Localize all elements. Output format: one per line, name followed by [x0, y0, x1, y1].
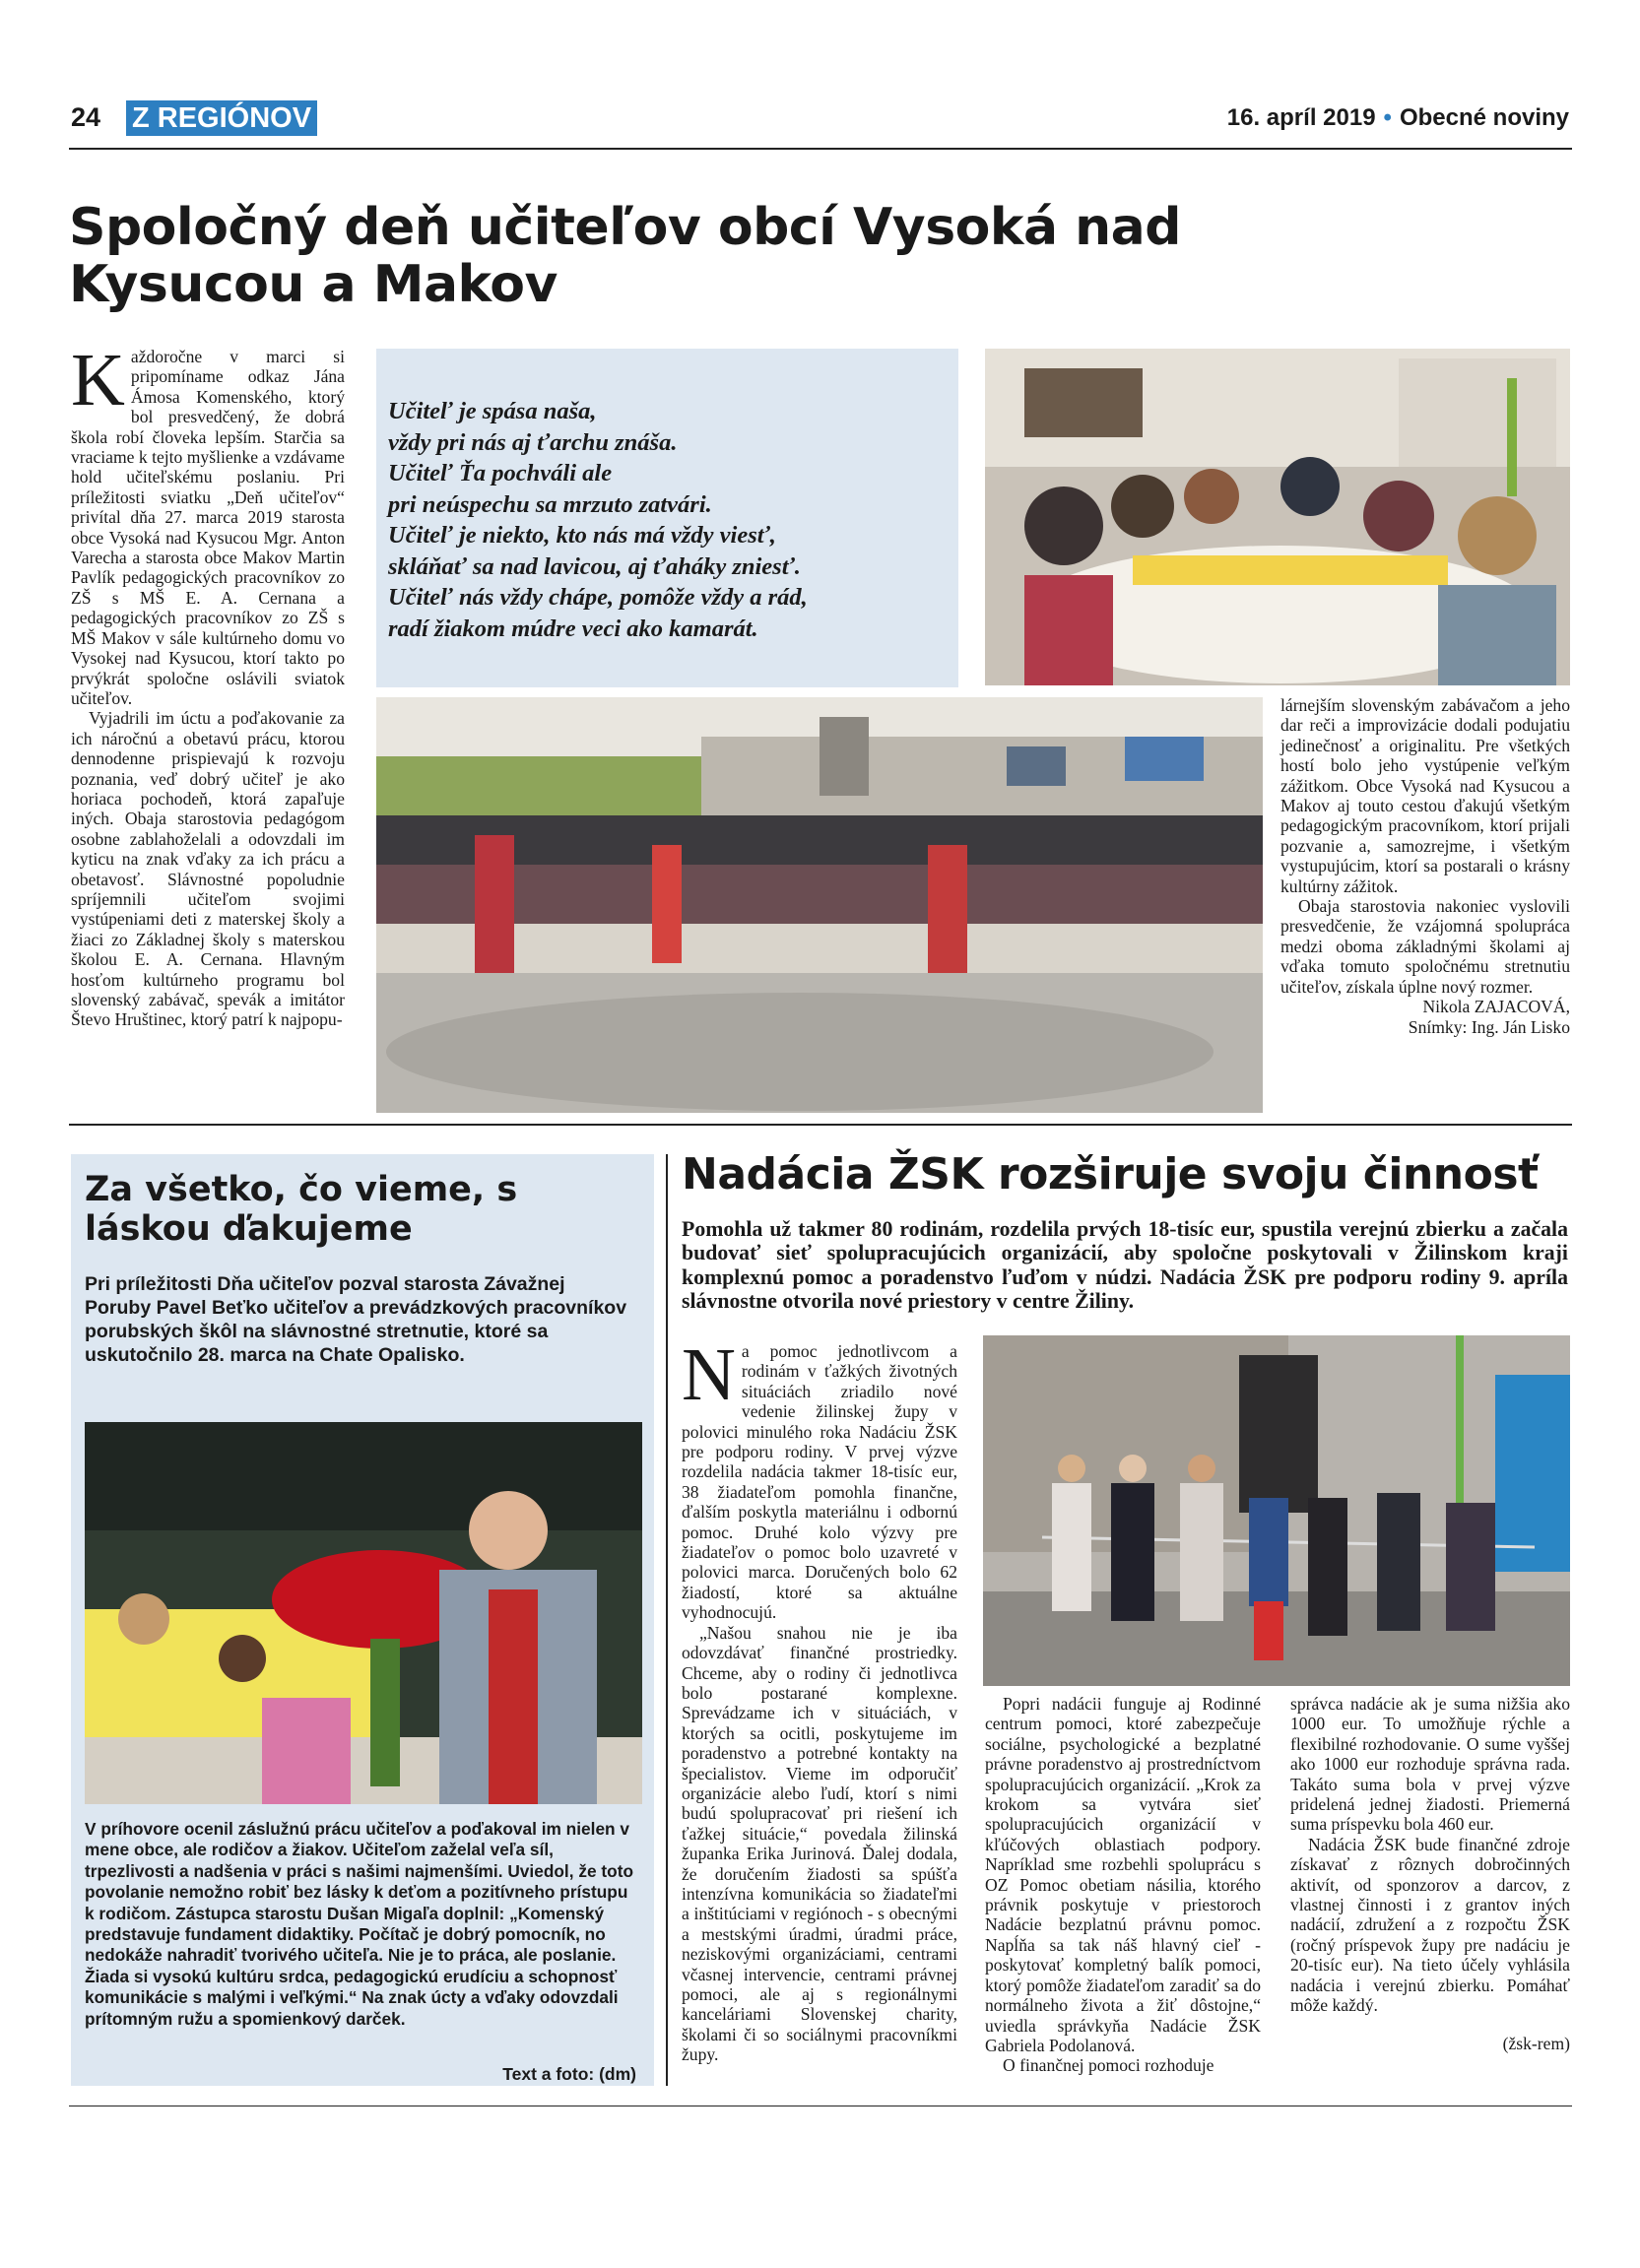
article2-credit: Text a foto: (dm): [502, 2064, 636, 2084]
column-divider: [666, 1154, 668, 2086]
article1-paragraph: Vyjadrili im úctu a poďakovanie za ich náročnú a obetavú prácu, ktorou dennodenne prispievajú k rozvoju poznania, veď dobrý učiteľ je ako horiaca pochodeň, ktorá zapaľuje iných. Obaja starostovia pedagógom osobne zablahoželali a odovzdali im kyticu na znak vďaky za ich prácu a obetavosť. Slávnostné popoludnie spríjemnili učiteľom svojimi vystúpeniami deti z materskej školy a žiaci zo Základnej školy s materskou školou E. A. Cernana. Hlavným hosťom kultúrneho programu bol slovenský zabávač, spevák a imitátor Števo Hruštinec, ktorý patrí k najpopu-: [71, 708, 345, 1030]
article3-paragraph: Popri nadácii funguje aj Rodinné centrum pomoci, ktoré zabezpečuje sociálne, psychologické a bezplatné právne poradenstvo aj prostredníctvom spolupracujúcich organizácií. „Krok za krokom sa vytvára sieť spolupracujúcich organizácií v kľúčových oblastiach podpory. Napríklad sme rozbehli spoluprácu s OZ Pomoc obetiam násilia, ktorého právnik poskytuje v priestoroch Nadácie bezplatnú právnu pomoc. Napĺňa sa tak náš hlavný cieľ - poskytovať kompletný balík pomoci, ktorý pomôže žiadateľom zaradiť sa do normálneho života a žiť dôstojne,“ uviedla správkyňa Nadácie ŽSK Gabriela Podolanová.: [985, 1694, 1261, 2055]
poem-line: pri neúspechu sa mrzuto zatvári.: [388, 490, 712, 518]
article1-headline: Spoločný deň učiteľov obcí Vysoká nad Kysucou a Makov: [69, 198, 1181, 314]
article3-paragraph: „Našou snahou nie je iba odovzdávať finančné prostriedky. Chceme, aby o rodiny či jednotlivca bolo postarané komplexne. Sprevádzame ich v situáciách, v ktorých sa ocitli, poskytujeme im poradenstvo a potrebné kontakty na špecialistov. Vieme im odporučiť organizácie alebo ľudí, ktorí s nimi budú spolupracovať pri riešení ich ťažkej situácie,“ povedala žilinská županka Erika Jurinová. Ďalej dodala, že doručením žiadosti sa spúšťa intenzívna komunikácia so žiadateľmi a inštitúciami v regiónoch - s obecnými a mestskými úradmi, úradmi práce, neziskovými organizáciami, centrami včasnej intervencie, centrami právnej pomoci, ale aj s regionálnymi kanceláriami Slovenskej charity, školami či so sociálnymi pracovníkmi župy.: [682, 1622, 957, 2065]
article1-paragraph: Každoročne v marci si pripomíname odkaz Jána Ámosa Komenského, ktorý bol presvedčený, že dobrá škola robí človeka lepším. Starčia sa vraciame k tejto myšlienke a vzdávame hold učiteľskému poslaniu. Pri príležitosti sviatku „Deň učiteľov“ privítal dňa 27. marca 2019 starosta obce Vysoká nad Kysucou Mgr. Anton Varecha a starosta obce Makov Martin Pavlík pedagogických pracovníkov zo ZŠ s MŠ E. A. Cernana a pedagogických pracovníkov zo ZŠ s MŠ Makov v sále kultúrneho domu vo Vysokej nad Kysucou, ktorí takto po prvýkrát spoločne oslávili sviatok učiteľov.: [71, 339, 345, 708]
article3-column-1: [682, 1333, 957, 2065]
section-tag: Z REGIÓNOV: [126, 100, 317, 136]
publication-name: Obecné noviny: [1399, 104, 1569, 131]
roses-photo: [85, 1422, 642, 1804]
dropcap: N: [682, 1333, 736, 1416]
article3-column-3: [1290, 1694, 1570, 2053]
article3-column-2: [985, 1694, 1261, 2076]
ribbon-cutting-photo: [983, 1335, 1570, 1686]
header-rule: [69, 148, 1572, 150]
article3-signature: (žsk-rem): [1502, 2033, 1570, 2053]
separator-dot-icon: •: [1383, 104, 1392, 131]
poem-line: Učiteľ nás vždy chápe, pomôže vždy a rád,: [388, 584, 808, 611]
header-info: [1227, 104, 1569, 132]
poem-line: radí žiakom múdre veci ako kamarát.: [388, 615, 758, 642]
article1-column-3: [1280, 695, 1570, 1037]
banquet-photo: [985, 349, 1570, 685]
article2-lead: Pri príležitosti Dňa učiteľov pozval starosta Závažnej Poruby Pavel Beťko učiteľov a prevádzkových pracovníkov porubských škôl na slávnostné stretnutie, ktoré sa uskutočnilo 28. marca na Chate Opalisko.: [85, 1273, 627, 1366]
article3-paragraph: Na pomoc jednotlivcom a rodinám v ťažkých životných situáciách zriadilo nové vedenie žilinskej župy v polovici minulého roka Nadáciu ŽSK pre podporu rodiny. V prvej výzve rozdelila nadácia takmer 18-tisíc eur, 38 žiadateľom pomohla finančne, ďalším poskytla materiálnu i odbornú pomoc. Druhé kolo výzvy pre žiadateľov o pomoc bolo uzavreté v polovici marca. Doručených bolo 62 žiadostí, ktoré sa aktuálne vyhodnocujú.: [682, 1333, 957, 1623]
poem-line: vždy pri nás aj ťarchu znáša.: [388, 428, 678, 456]
poem-line: Učiteľ je niekto, kto nás má vždy viesť,: [388, 522, 776, 549]
article3-paragraph: O finančnej pomoci rozhoduje: [1003, 2055, 1214, 2076]
article3-headline: Nadácia ŽSK rozširuje svoju činnosť: [682, 1149, 1539, 1199]
poem-line: Učiteľ je spása naša,: [388, 398, 597, 424]
dropcap: K: [71, 339, 125, 421]
section-rule: [69, 1124, 1572, 1126]
photo-credit: Snímky: Ing. Ján Lisko: [1408, 1016, 1570, 1037]
issue-date: 16. apríl 2019: [1226, 104, 1376, 131]
article2-body: V príhovore ocenil záslužnú prácu učiteľov a poďakoval im nielen v mene obce, ale rodičov a žiakov. Učiteľom zaželal veľa síl, trpezlivosti a nadšenia v práci s našimi najmenšími. Uviedol, že toto povolanie nemožno robiť bez lásky k deťom a pozitívneho prístupu k rodičom. Zástupca starostu Dušan Migaľa doplnil: „Komenský predstavuje fundament didaktiky. Počítač je dobrý pomocník, no nedokáže nahradiť tvorivého učiteľa. Nie je to práca, ale poslanie. Žiada si vysokú kultúru srdca, pedagogickú erudíciu a schopnosť komunikácie s malými i veľkými.“ Na znak úcty a vďaky odovzdali prítomným ružu a spomienkový darček.: [85, 1819, 634, 2029]
poem-line: Učiteľ Ťa pochváli ale: [388, 460, 613, 486]
article3-lead: Pomohla už takmer 80 rodinám, rozdelila prvých 18-tisíc eur, spustila verejnú zbierku a začala budovať sieť spolupracujúcich organizácií, aby spoločne poskytovali v Žilinskom kraji komplexnú pomoc a poradenstvo ľuďom v núdzi. Nadácia ŽSK pre podporu rodiny 9. apríla slávnostne otvorila nové priestory v centre Žiliny.: [682, 1217, 1568, 1314]
article3-paragraph: Nadácia ŽSK bude finančné zdroje získavať z rôznych dobročinných aktivít, od sponzorov a darcov, z vlastnej činnosti i z grantov iných nadácií, združení a z rozpočtu ŽSK (ročný príspevok župy pre nadáciu je 20-tisíc eur). Na tieto účely vyhlásila nadácia i verejnú zbierku. Pomáhať môže každý.: [1290, 1834, 1570, 2016]
page-number: 24: [71, 102, 101, 132]
author: Nikola ZAJACOVÁ,: [1422, 997, 1570, 1017]
article1-paragraph: Obaja starostovia nakoniec vyslovili presvedčenie, že vzájomná spolupráca medzi oboma základnými školami aj vďaka tomuto spoločnému stretnutiu učiteľov, získala úplne nový rozmer.: [1280, 896, 1570, 997]
poem-line: skláňať sa nad lavicou, aj ťaháky zniesť.: [388, 552, 801, 580]
article2-headline: Za všetko, čo vieme, s láskou ďakujeme: [85, 1170, 518, 1249]
poem: [388, 396, 959, 644]
article1-column-1: [71, 339, 345, 1030]
article1-paragraph: lárnejším slovenským zabávačom a jeho dar reči a improvizácie dodali podujatiu jedinečnosť a originalitu. Pre všetkých hostí bolo jeho vystúpenie veľkým zážitkom. Obce Vysoká nad Kysucou a Makov aj touto cestou ďakujú všetkým pedagogickým pracovníkom, ktorí prijali pozvanie a, samozrejme, i všetkým vystupujúcim, ktorí sa postarali o krásny kultúrny zážitok.: [1280, 695, 1570, 896]
group-photo: [376, 697, 1263, 1113]
article3-paragraph: správca nadácie ak je suma nižšia ako 1000 eur. To umožňuje rýchle a flexibilné rozhodovanie. O sume vyššej ako 1000 eur rozhoduje správna rada. Takáto suma bola v prvej výzve pridelená jednej žiadosti. Priemerná suma príspevku bola 460 eur.: [1290, 1694, 1570, 1835]
